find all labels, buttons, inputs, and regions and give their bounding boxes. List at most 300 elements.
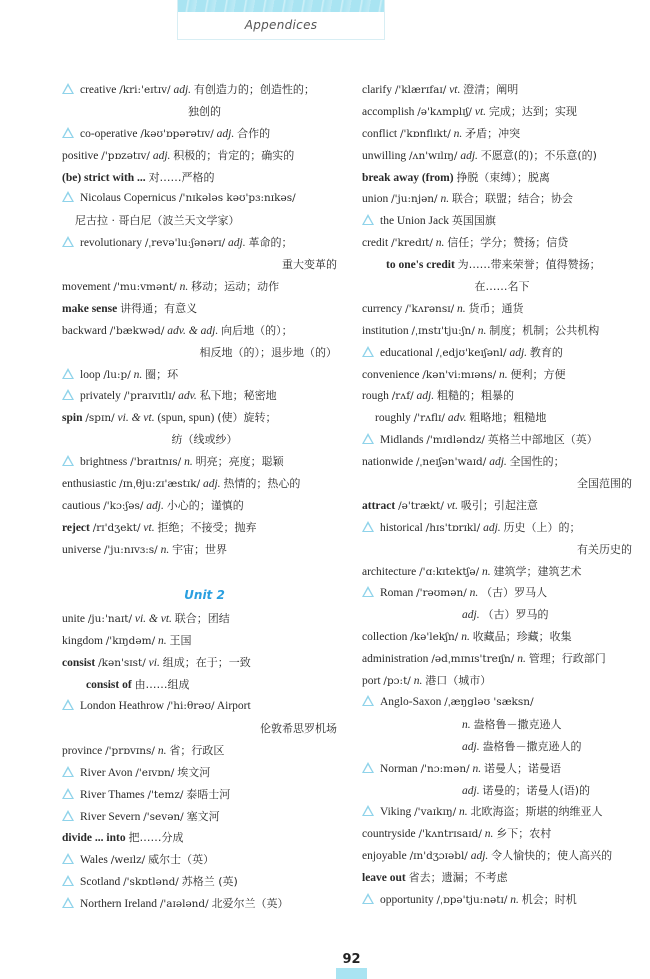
part-of-speech: n. — [510, 893, 519, 906]
headword: province — [62, 744, 103, 757]
headword: rough — [362, 390, 389, 403]
headword: consist of — [86, 679, 132, 692]
entry-continuation — [62, 254, 347, 276]
headword: to one's credit — [386, 259, 455, 272]
headword: creative — [80, 84, 117, 96]
spacer — [62, 561, 347, 583]
phonetic: /spɪn/ — [85, 412, 115, 425]
triangle-icon — [62, 810, 74, 821]
entry-continuation — [362, 276, 642, 298]
part-of-speech: n. — [157, 635, 167, 648]
definition: 乡下；农村 — [496, 827, 552, 841]
part-of-speech: n. — [160, 543, 170, 556]
part-of-speech: adj. — [483, 521, 501, 534]
phonetic: /ˌneɪʃən'waɪd/ — [415, 456, 487, 469]
phonetic: /'temz/ — [147, 788, 184, 801]
definition: 省去；遗漏；不考虑 — [408, 871, 508, 885]
definition: 北爱尔兰（英） — [211, 897, 289, 911]
definition: 诺曼的；诺曼人(语)的 — [482, 783, 591, 797]
part-of-speech: adj. — [509, 346, 528, 359]
part-of-speech: n. — [477, 324, 487, 337]
vocab-entry — [362, 801, 642, 823]
vocab-entry — [62, 385, 347, 407]
vocab-entry — [62, 539, 347, 561]
definition: 纺（线或纱） — [171, 433, 238, 447]
part-of-speech: adj. — [216, 127, 235, 140]
triangle-icon — [362, 433, 374, 444]
part-of-speech: vt. — [449, 84, 461, 96]
definition: 移动；运动；动作 — [191, 280, 280, 294]
vocab-entry — [62, 893, 347, 915]
headword: spin — [62, 412, 83, 425]
headword: roughly — [375, 412, 411, 425]
entry-continuation — [362, 604, 642, 626]
page-number-box — [336, 951, 367, 979]
definition: 在……名下 — [474, 280, 530, 294]
page-header — [177, 0, 385, 40]
phonetic: /'hi:θrəʊ/ — [166, 700, 215, 713]
entry-continuation — [62, 342, 347, 364]
definition: 诺曼人；诺曼语 — [484, 761, 562, 775]
definition: 全国范围的 — [577, 477, 632, 491]
part-of-speech: adj. — [470, 850, 489, 863]
part-of-speech: n. — [472, 762, 482, 775]
phonetic: /ə'trækt/ — [398, 499, 444, 512]
definition: 圈；环 — [145, 367, 179, 381]
headword: Midlands — [380, 434, 424, 447]
definition: 便利；方便 — [510, 367, 566, 381]
part-of-speech: adj. — [173, 84, 192, 96]
phonetic: /ˌɒpə'tju:nətɪ/ — [436, 893, 508, 906]
definition: 矛盾；冲突 — [465, 126, 521, 140]
vocab-entry — [62, 364, 347, 386]
part-of-speech: adj. — [489, 456, 507, 469]
definition: 联合；联盟；结合；协会 — [451, 192, 573, 206]
definition: 粗略地；粗糙地 — [469, 411, 547, 425]
part-of-speech: adj. — [416, 390, 435, 403]
triangle-icon — [62, 897, 74, 908]
vocab-entry — [62, 674, 347, 696]
vocab-entry — [362, 758, 642, 780]
definition: 积极的；肯定的；确实的 — [173, 148, 295, 162]
headword: collection — [362, 631, 408, 644]
definition: （古）罗马的 — [482, 608, 549, 622]
part-of-speech: n. — [184, 456, 193, 469]
headword: conflict — [362, 127, 398, 140]
section-title: Appendices — [244, 18, 318, 32]
headword: currency — [362, 302, 403, 315]
phonetic: /'braɪtnɪs/ — [130, 456, 182, 469]
headword: universe — [62, 543, 101, 556]
vocab-entry — [362, 845, 642, 867]
definition: 吸引；引起注意 — [460, 498, 538, 512]
phonetic: /'skɒtlənd/ — [123, 876, 179, 889]
vocab-list-unit2-cont — [362, 79, 642, 911]
vocab-entry — [62, 827, 347, 849]
entry-continuation — [62, 101, 347, 123]
headword: clarify — [362, 84, 393, 96]
vocab-entry — [62, 806, 347, 828]
phonetic: /rɪ'dʒekt/ — [92, 521, 141, 534]
phonetic: /ˌrevə'lu:ʃənərɪ/ — [144, 237, 226, 250]
definition: 英国国旗 — [451, 214, 496, 228]
headword: nationwide — [362, 456, 414, 469]
phonetic: /'ɑ:kɪtektʃə/ — [419, 565, 480, 578]
headword: countryside — [362, 828, 416, 841]
triangle-icon — [62, 83, 74, 94]
vocab-entry — [362, 407, 642, 429]
definition: 合作的 — [237, 126, 271, 140]
definition: 令人愉快的；使人高兴的 — [491, 849, 613, 863]
definition: 埃文河 — [177, 765, 211, 779]
definition: 不愿意(的)；不乐意(的) — [480, 148, 597, 162]
triangle-icon — [62, 236, 74, 247]
part-of-speech: n. — [482, 565, 491, 578]
vocab-entry — [362, 517, 642, 539]
definition: 收藏品；珍藏；收集 — [472, 630, 572, 644]
vocab-entry — [62, 123, 347, 145]
definition: 粗糙的；粗暴的 — [436, 389, 514, 403]
definition: 小心的；谨慎的 — [166, 498, 244, 512]
vocab-entry — [62, 517, 347, 539]
definition: 澄清；阐明 — [463, 83, 519, 96]
headword: movement — [62, 281, 111, 294]
vocab-entry — [362, 254, 642, 276]
vocab-entry — [362, 692, 642, 714]
headword: union — [362, 193, 389, 206]
headword: River Thames — [80, 788, 145, 801]
headword: River Severn — [80, 810, 141, 823]
vocab-entry — [362, 364, 642, 386]
headword: institution — [362, 324, 409, 337]
definition: 拒绝；不接受；抛弃 — [157, 520, 257, 534]
triangle-icon — [362, 893, 374, 904]
part-of-speech: n. — [484, 828, 494, 841]
phonetic: /'kɪŋdəm/ — [105, 635, 156, 648]
part-of-speech: adj. — [462, 609, 480, 622]
headword: the Union Jack — [380, 215, 449, 228]
definition: 为……带来荣誉；值得赞扬； — [457, 258, 601, 272]
triangle-icon — [62, 368, 74, 379]
header-decorative-band — [178, 0, 384, 12]
part-of-speech: n. — [179, 281, 189, 294]
headword: Northern Ireland — [80, 898, 157, 911]
headword: divide ... into — [62, 832, 126, 845]
definition: 建筑学；建筑艺术 — [493, 564, 582, 578]
headword: brightness — [80, 456, 128, 469]
headword: educational — [380, 346, 434, 359]
part-of-speech: n. — [157, 744, 167, 757]
definition: 英格兰中部地区（英） — [487, 433, 598, 447]
phonetic: /ədˌmɪnɪs'treɪʃn/ — [431, 653, 515, 666]
part-of-speech: vi. — [148, 657, 160, 670]
definition: （古）罗马人 — [481, 586, 548, 600]
headword: backward — [62, 324, 107, 337]
part-of-speech: adj. — [462, 784, 480, 797]
phonetic: /rʌf/ — [391, 390, 414, 403]
definition: 全国性的； — [509, 455, 565, 469]
definition: 有创造力的；创造性的； — [193, 83, 315, 96]
part-of-speech: n. — [453, 127, 463, 140]
phonetic: /'rʌflɪ/ — [413, 412, 445, 425]
vocab-entry — [362, 188, 642, 210]
phonetic: /'ju:njən/ — [391, 193, 438, 206]
definition: 北欧海盗；斯堪的纳维亚人 — [470, 805, 603, 819]
phonetic: /ˌɪnstɪ'tju:ʃn/ — [411, 324, 475, 337]
headword: Nicolaus Copernicus — [80, 192, 177, 205]
headword: break away (from) — [362, 171, 454, 184]
vocab-list-unit1 — [62, 79, 347, 561]
phonetic: /kəʊ'ɒpərətɪv/ — [140, 127, 214, 140]
vocab-entry — [62, 145, 347, 167]
vocab-entry — [62, 298, 347, 320]
definition: 伦敦希思罗机场 — [260, 721, 337, 735]
vocab-entry — [62, 762, 347, 784]
headword: privately — [80, 390, 121, 403]
definition: 由……组成 — [134, 678, 190, 692]
definition: 对……严格的 — [148, 170, 215, 184]
headword: unite — [62, 613, 85, 626]
vocab-entry — [62, 276, 347, 298]
vocab-list-unit2 — [62, 608, 347, 914]
definition: 讲得通；有意义 — [120, 301, 198, 315]
headword: Norman — [380, 762, 418, 775]
triangle-icon — [362, 521, 374, 532]
headword: unwilling — [362, 149, 407, 162]
definition: 完成；达到；实现 — [488, 104, 577, 118]
headword: accomplish — [362, 105, 415, 118]
vocab-entry — [362, 582, 642, 604]
entry-continuation — [62, 718, 347, 740]
part-of-speech: vt. — [474, 105, 487, 118]
definition: (使）旋转； — [217, 411, 277, 425]
triangle-icon — [62, 788, 74, 799]
phonetic: /ju:'naɪt/ — [87, 613, 132, 626]
headword: positive — [62, 149, 99, 162]
headword: administration — [362, 653, 429, 666]
vocab-entry — [362, 451, 642, 473]
vocab-entry — [362, 889, 642, 911]
vocab-entry — [62, 167, 347, 189]
headword: architecture — [362, 565, 417, 578]
part-of-speech: vi. & vt. — [134, 613, 172, 626]
triangle-icon — [62, 389, 74, 400]
phonetic: /ʌn'wɪlɪŋ/ — [408, 149, 458, 162]
vocab-entry — [362, 867, 642, 889]
vocab-entry — [362, 429, 642, 451]
definition: 挣脱（束缚）；脱离 — [456, 170, 550, 184]
vocab-entry — [62, 871, 347, 893]
definition: 重大变革的 — [282, 258, 337, 272]
headword: historical — [380, 521, 423, 534]
triangle-icon — [62, 875, 74, 886]
part-of-speech: n. — [133, 368, 143, 381]
definition: 塞文河 — [186, 809, 220, 823]
definition: 管理；行政部门 — [528, 652, 606, 666]
page-number-bar — [336, 968, 367, 979]
part-of-speech: vi. & vt. — [117, 412, 155, 425]
headword: Wales — [80, 854, 108, 867]
vocab-entry — [362, 385, 642, 407]
part-of-speech: n. — [459, 806, 468, 819]
headword: credit — [362, 237, 389, 250]
part-of-speech: n. — [461, 631, 470, 644]
vocab-entry — [362, 823, 642, 845]
headword: River Avon — [80, 766, 133, 779]
headword: co-operative — [80, 127, 138, 140]
vocab-entry — [62, 849, 347, 871]
part-of-speech: adj. — [152, 149, 171, 162]
vocab-entry — [362, 232, 642, 254]
vocab-entry — [62, 784, 347, 806]
vocab-entry — [362, 561, 642, 583]
vocab-entry — [362, 101, 642, 123]
vocab-entry — [362, 145, 642, 167]
phonetic: /'kʌrənsɪ/ — [405, 302, 455, 315]
phonetic: /'mɪdləndz/ — [426, 434, 485, 447]
headword: Viking — [380, 806, 412, 819]
definition: 盎格鲁－撒克逊人的 — [482, 739, 582, 753]
definition: 热情的；热心的 — [223, 477, 301, 491]
entry-continuation — [362, 714, 642, 736]
phonetic: /'kɔ:ʃəs/ — [103, 499, 144, 512]
headword: enjoyable — [362, 850, 407, 863]
vocab-entry — [362, 342, 642, 364]
part-of-speech: adj. — [228, 237, 246, 250]
triangle-icon — [362, 214, 374, 225]
triangle-icon — [62, 766, 74, 777]
definition: 有关历史的 — [577, 542, 632, 556]
entry-continuation — [362, 539, 642, 561]
part-of-speech: vt. — [143, 521, 155, 534]
headword: revolutionary — [80, 237, 142, 250]
definition: 尼古拉 · 哥白尼（波兰天文学家） — [75, 214, 240, 228]
entry-continuation — [362, 780, 642, 802]
vocab-entry — [62, 451, 347, 473]
vocab-entry — [62, 652, 347, 674]
part-of-speech: adj. — [202, 478, 221, 491]
definition: 省；行政区 — [169, 743, 225, 757]
headword: cautious — [62, 499, 101, 512]
part-of-speech: adj. — [146, 499, 164, 512]
headword: leave out — [362, 872, 406, 885]
phonetic: /ɪn'dʒɔɪəbl/ — [409, 850, 468, 863]
phonetic: /pɔ:t/ — [383, 675, 411, 688]
vocab-entry — [62, 473, 347, 495]
phonetic: /'praɪvɪtlɪ/ — [123, 390, 176, 403]
triangle-icon — [362, 805, 374, 816]
definition: 盎格鲁－撒克逊人 — [473, 717, 562, 731]
triangle-icon — [62, 699, 74, 710]
part-of-speech: n. — [440, 193, 450, 206]
definition: 泰晤士河 — [186, 787, 231, 801]
phonetic: /'ju:nɪvɜ:s/ — [103, 543, 158, 556]
definition: 独创的 — [188, 104, 221, 118]
phonetic: /'pɒzətɪv/ — [101, 149, 150, 162]
headword: reject — [62, 521, 90, 534]
part-of-speech: n. — [517, 653, 526, 666]
definition: 把……分成 — [128, 831, 184, 845]
triangle-icon — [362, 346, 374, 357]
definition: 向后地（的）； — [221, 323, 293, 337]
right-column — [362, 79, 642, 911]
definition: 私下地；秘密地 — [199, 389, 277, 403]
definition: 苏格兰 (英) — [181, 875, 238, 889]
vocab-entry — [362, 123, 642, 145]
definition: 组成；在于；一致 — [162, 656, 251, 670]
vocab-entry — [62, 696, 347, 718]
definition: 威尔士（英） — [148, 853, 215, 867]
headword: attract — [362, 499, 396, 512]
part-of-speech: adj. — [460, 149, 478, 162]
definition: 王国 — [169, 634, 192, 648]
vocab-entry — [362, 495, 642, 517]
phonetic: /weɪlz/ — [110, 854, 146, 867]
phonetic: /'nɔ:mən/ — [420, 762, 470, 775]
vocab-entry — [62, 320, 347, 342]
definition: 制度；机制；公共机构 — [489, 323, 600, 337]
vocab-entry — [362, 670, 642, 692]
phonetic: /lu:p/ — [103, 368, 131, 381]
vocab-entry — [362, 648, 642, 670]
headword: kingdom — [62, 635, 103, 648]
vocab-entry — [62, 188, 347, 210]
definition: 教育的 — [529, 345, 563, 359]
vocab-entry — [362, 167, 642, 189]
vocab-entry — [62, 495, 347, 517]
triangle-icon — [362, 695, 374, 706]
headword: port — [362, 675, 381, 688]
phonetic: /ə'kʌmplɪʃ/ — [417, 105, 472, 118]
definition: 明亮；亮度；聪颖 — [195, 455, 284, 469]
triangle-icon — [362, 762, 374, 773]
phonetic: /ˌedjʊ'keɪʃənl/ — [435, 346, 507, 359]
unit-heading: Unit 2 — [184, 588, 225, 603]
vocab-entry — [362, 298, 642, 320]
vocab-entry — [362, 626, 642, 648]
headword: Scotland — [80, 876, 121, 889]
part-of-speech: adv. & adj. — [167, 324, 219, 337]
entry-continuation — [62, 429, 347, 451]
definition: 联合；团结 — [174, 612, 230, 626]
part-of-speech: n. — [413, 675, 423, 688]
headword: make sense — [62, 302, 118, 315]
phonetic: /'nɪkələs kəʊ'pɜ:nɪkəs/ — [179, 192, 296, 205]
phonetic: /'kʌntrɪsaɪd/ — [418, 828, 482, 841]
phonetic: /'eɪvɒn/ — [135, 766, 175, 779]
phonetic: /kən'sɪst/ — [98, 657, 146, 670]
definition: 港口（城市） — [425, 674, 492, 688]
phonetic: /'sevən/ — [143, 810, 184, 823]
part-of-speech: n. — [462, 718, 471, 731]
phonetic: /'aɪələnd/ — [159, 898, 209, 911]
vocab-entry — [62, 79, 347, 101]
headword: loop — [80, 368, 101, 381]
vocab-entry — [62, 232, 347, 254]
phonetic: /'bækwəd/ — [109, 324, 165, 337]
definition: 相反地（的）；退步地（的） — [199, 345, 337, 359]
phonetic: /kən'vi:mɪəns/ — [422, 368, 497, 381]
vocab-entry — [62, 740, 347, 762]
part-of-speech: adj. — [462, 740, 480, 753]
phonetic: /'kredɪt/ — [391, 237, 433, 250]
phonetic: /kə'lekʃn/ — [410, 631, 459, 644]
part-of-speech: vt. — [446, 499, 459, 512]
part-of-speech: n. — [456, 302, 466, 315]
vocab-entry — [62, 407, 347, 429]
entry-continuation — [362, 473, 642, 495]
headword: (be) strict with ... — [62, 171, 146, 184]
